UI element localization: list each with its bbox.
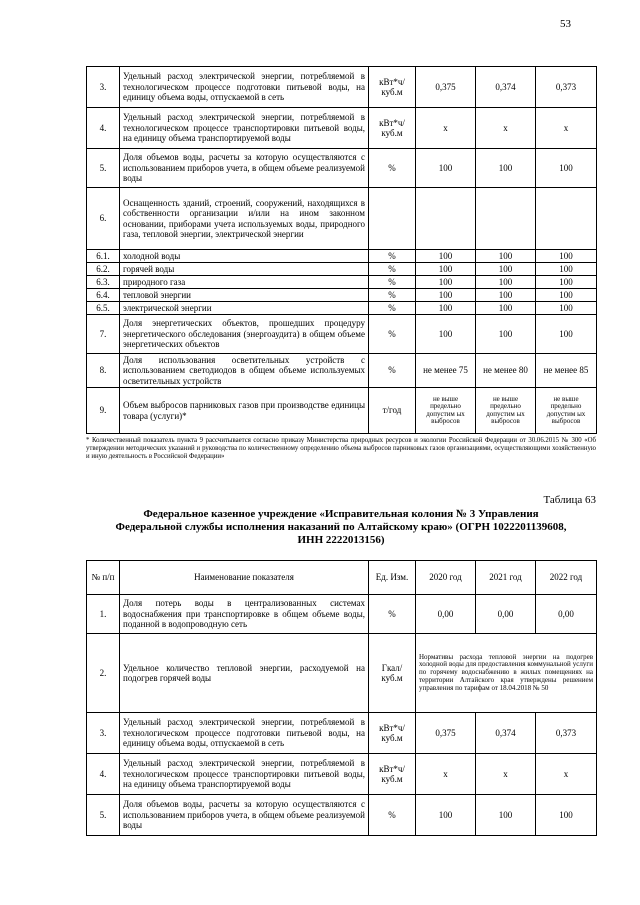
header-2020: 2020 год <box>416 561 476 595</box>
row-unit: кВт*ч/ куб.м <box>369 108 416 149</box>
row-value: 100 <box>536 263 597 276</box>
row-value: 100 <box>476 315 536 354</box>
table-row <box>87 795 597 836</box>
row-value: 0,00 <box>476 595 536 634</box>
row-value: 100 <box>416 315 476 354</box>
table-63 <box>86 560 597 836</box>
row-no: 6.5. <box>87 302 120 315</box>
table-row <box>87 354 597 388</box>
row-value: 100 <box>416 276 476 289</box>
row-value: 0,00 <box>536 595 597 634</box>
row-value: х <box>476 108 536 149</box>
table-row <box>87 595 597 634</box>
row-no: 6.1. <box>87 250 120 263</box>
row-value: 100 <box>476 276 536 289</box>
row-unit: % <box>369 263 416 276</box>
row-value: не выше предельно допустим ых выбросов <box>416 388 476 434</box>
row-name: Удельный расход электрической энергии, потребляемой в технологическом процессе транспортировки питьевой воды, на единицу объема транспортируемой воды <box>120 108 369 149</box>
row-name: холодной воды <box>120 250 369 263</box>
row-value <box>476 188 536 250</box>
row-value: 0,374 <box>476 67 536 108</box>
row-name: Доля потерь воды в централизованных системах водоснабжения при транспортировке в общем объеме воды, поданной в водопроводную сеть <box>120 595 369 634</box>
row-no: 5. <box>87 149 120 188</box>
row-name: горячей воды <box>120 263 369 276</box>
row-no: 3. <box>87 67 120 108</box>
row-value: не выше предельно допустим ых выбросов <box>476 388 536 434</box>
row-unit: % <box>369 595 416 634</box>
row-unit: кВт*ч/ куб.м <box>369 67 416 108</box>
row-unit: Гкал/ куб.м <box>369 634 416 713</box>
row-value: 100 <box>476 263 536 276</box>
row-no: 6. <box>87 188 120 250</box>
table-row <box>87 276 597 289</box>
row-no: 3. <box>87 713 120 754</box>
row-name: Объем выбросов парниковых газов при производстве единицы товара (услуги)* <box>120 388 369 434</box>
table-62-continuation <box>86 66 597 434</box>
row-value: 100 <box>536 315 597 354</box>
row-unit: кВт*ч/ куб.м <box>369 754 416 795</box>
row-no: 6.4. <box>87 289 120 302</box>
row-value: не менее 75 <box>416 354 476 388</box>
row-value: 100 <box>416 149 476 188</box>
row-unit <box>369 188 416 250</box>
table-row <box>87 634 597 713</box>
table-row <box>87 250 597 263</box>
row-value: 0,00 <box>416 595 476 634</box>
row-value: 100 <box>536 795 597 836</box>
row-value: х <box>476 754 536 795</box>
table-row <box>87 108 597 149</box>
row-value: 100 <box>476 795 536 836</box>
row-value: 100 <box>536 250 597 263</box>
row-no: 4. <box>87 108 120 149</box>
table-row <box>87 754 597 795</box>
row-name: Удельный расход электрической энергии, потребляемой в технологическом процессе транспортировки питьевой воды, на единицу объема транспортируемой воды <box>120 754 369 795</box>
row-value: 100 <box>536 149 597 188</box>
row-unit: т/год <box>369 388 416 434</box>
row-name: Доля использования осветительных устройств с использованием светодиодов в общем объеме используемых осветительных устройств <box>120 354 369 388</box>
header-2021: 2021 год <box>476 561 536 595</box>
row-value: 100 <box>536 276 597 289</box>
table-row <box>87 263 597 276</box>
row-name: Доля объемов воды, расчеты за которую осуществляются с использованием приборов учета, в общем объеме реализуемой воды <box>120 149 369 188</box>
row-name: Оснащенность зданий, строений, сооружений, находящихся в собственности организации и/или на ином законном основании, приборами учета используемых воды, природного газа, тепловой энергии, электрической энергии <box>120 188 369 250</box>
row-value: 0,373 <box>536 713 597 754</box>
header-unit: Ед. Изм. <box>369 561 416 595</box>
row-value: 100 <box>476 302 536 315</box>
row-name: Доля энергетических объектов, прошедших процедуру энергетического обследования (энергоаудита) в общем объеме энергетических объектов <box>120 315 369 354</box>
row-unit: % <box>369 250 416 263</box>
table-row <box>87 67 597 108</box>
row-unit: кВт*ч/ куб.м <box>369 713 416 754</box>
table-label: Таблица 63 <box>543 494 596 506</box>
table-row <box>87 188 597 250</box>
row-unit: % <box>369 302 416 315</box>
row-unit: % <box>369 315 416 354</box>
row-value: не менее 80 <box>476 354 536 388</box>
row-value: не выше предельно допустим ых выбросов <box>536 388 597 434</box>
header-name: Наименование показателя <box>120 561 369 595</box>
table-row <box>87 713 597 754</box>
row-name: Доля объемов воды, расчеты за которую осуществляются с использованием приборов учета, в общем объеме реализуемой воды <box>120 795 369 836</box>
row-no: 6.3. <box>87 276 120 289</box>
row-value: 100 <box>416 250 476 263</box>
row-name: природного газа <box>120 276 369 289</box>
row-value: х <box>536 754 597 795</box>
table-row <box>87 315 597 354</box>
row-name: Удельное количество тепловой энергии, расходуемой на подогрев горячей воды <box>120 634 369 713</box>
row-no: 6.2. <box>87 263 120 276</box>
header-no: № п/п <box>87 561 120 595</box>
table-header-row <box>87 561 597 595</box>
table-row <box>87 388 597 434</box>
row-value: 100 <box>416 289 476 302</box>
page-number: 53 <box>560 18 571 30</box>
row-value: не менее 85 <box>536 354 597 388</box>
row-value: х <box>416 754 476 795</box>
row-value: 100 <box>416 795 476 836</box>
row-no: 4. <box>87 754 120 795</box>
row-value: 100 <box>476 250 536 263</box>
row-no: 1. <box>87 595 120 634</box>
row-value <box>416 188 476 250</box>
row-value: 100 <box>476 289 536 302</box>
row-unit: % <box>369 149 416 188</box>
table-row <box>87 149 597 188</box>
table-title: Федеральное казенное учреждение «Исправительная колония № 3 Управления Федеральной службы исполнения наказаний по Алтайскому краю» (ОГРН 1022201139608, ИНН 2222013156) <box>115 508 567 547</box>
row-no: 8. <box>87 354 120 388</box>
row-value: 100 <box>476 149 536 188</box>
row-value: 100 <box>536 302 597 315</box>
row-name: электрической энергии <box>120 302 369 315</box>
row-no: 7. <box>87 315 120 354</box>
row-value: 100 <box>416 302 476 315</box>
row-value: 100 <box>536 289 597 302</box>
row-value: 0,375 <box>416 67 476 108</box>
heat-norm-note: Нормативы расхода тепловой энергии на подогрев холодной воды для предоставления коммунальной услуги по горячему водоснабжению в жилых помещениях на территории Алтайского края утверждены решением управления по тарифам от 18.04.2018 № 50 <box>416 634 597 713</box>
row-unit: % <box>369 795 416 836</box>
row-value: 0,375 <box>416 713 476 754</box>
row-no: 2. <box>87 634 120 713</box>
row-name: Удельный расход электрической энергии, потребляемой в технологическом процессе подготовки питьевой воды, на единицу объема воды, отпускаемой в сеть <box>120 713 369 754</box>
footnote: * Количественный показатель пункта 9 рассчитывается согласно приказу Министерства природных ресурсов и экологии Российской Федерации от 30.06.2015 № 300 «Об утверждении методических указаний и руководства по количественному определению объема выбросов парниковых газов организациями, осуществляющими хозяйственную и иную деятельность в Российской Федерации» <box>86 437 596 461</box>
row-unit: % <box>369 276 416 289</box>
row-unit: % <box>369 354 416 388</box>
row-value: 0,373 <box>536 67 597 108</box>
row-no: 5. <box>87 795 120 836</box>
table-row <box>87 302 597 315</box>
header-2022: 2022 год <box>536 561 597 595</box>
row-value: 0,374 <box>476 713 536 754</box>
row-name: Удельный расход электрической энергии, потребляемой в технологическом процессе подготовки питьевой воды, на единицу объема воды, отпускаемой в сеть <box>120 67 369 108</box>
row-value: х <box>416 108 476 149</box>
row-unit: % <box>369 289 416 302</box>
row-value <box>536 188 597 250</box>
row-value: 100 <box>416 263 476 276</box>
row-name: тепловой энергии <box>120 289 369 302</box>
table-row <box>87 289 597 302</box>
row-no: 9. <box>87 388 120 434</box>
row-value: х <box>536 108 597 149</box>
